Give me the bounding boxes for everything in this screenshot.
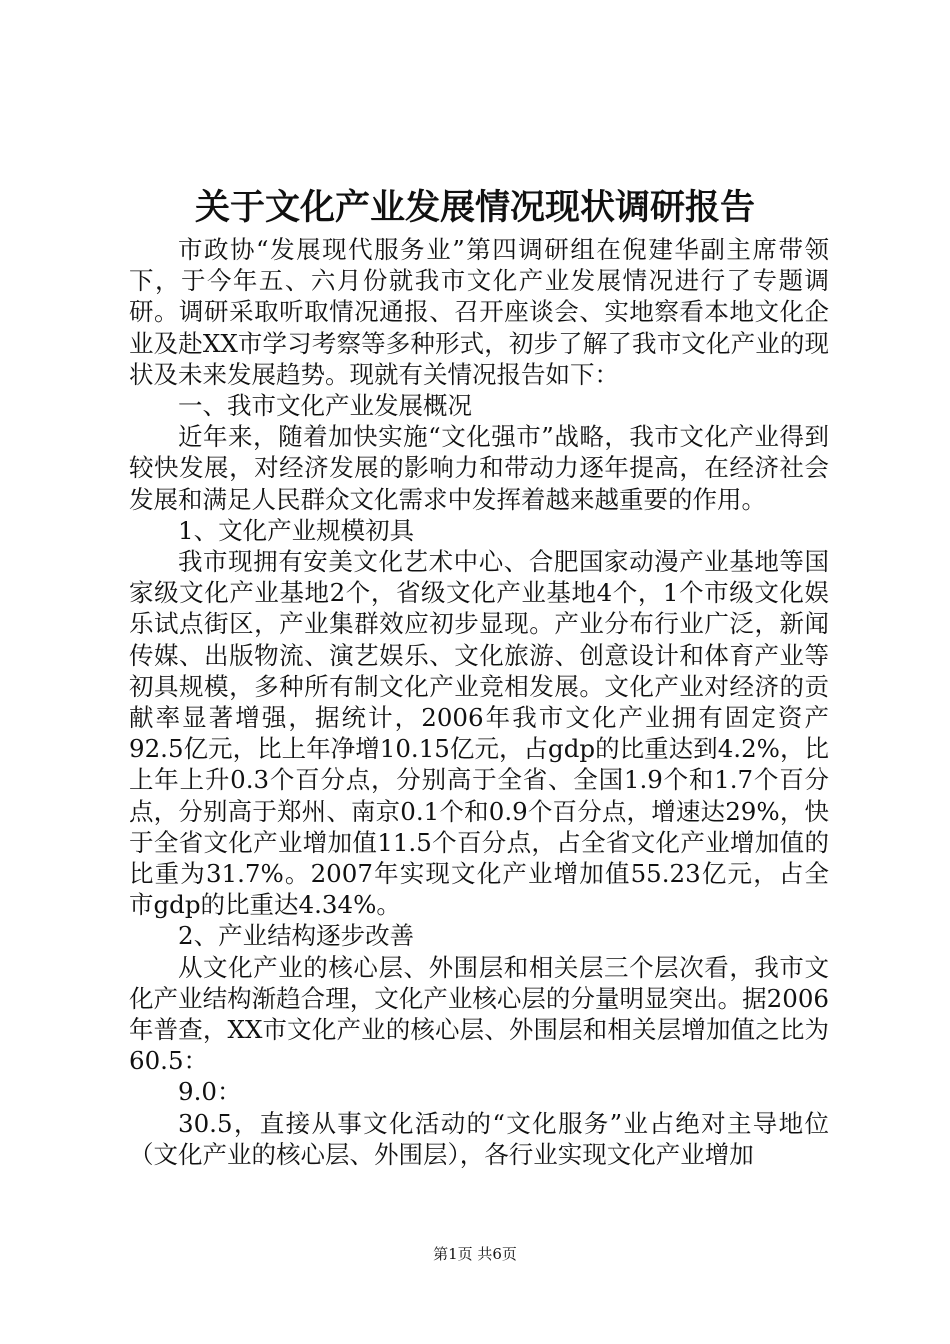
intro-paragraph: 市政协“发展现代服务业”第四调研组在倪建华副主席带领下，于今年五、六月份就我市文化产业发展情况进行了专题调研。调研采取听取情况通报、召开座谈会、实地察看本地文化企业及赴XX市学习考察等多种形式，初步了解了我市文化产业的现状及未来发展趋势。现就有关情况报告如下： — [129, 235, 829, 389]
scale-paragraph: 我市现拥有安美文化艺术中心、合肥国家动漫产业基地等国家级文化产业基地2个，省级文化产业基地4个，1个市级文化娱乐试点街区，产业集群效应初步显现。产业分布行业广泛，新闻传媒、出版物流、演艺娱乐、文化旅游、创意设计和体育产业等初具规模，多种所有制文化产业竞相发展。文化产业对经济的贡献率显著增强，据统计，2006年我市文化产业拥有固定资产92.5亿元，比上年净增10.15亿元，占gdp的比重达到4.2%，比上年上升0.3个百分点，分别高于全省、全国1.9个和1.7个百分点，分别高于郑州、南京0.1个和0.9个百分点，增速达29%，快于全省文化产业增加值11.5个百分点，占全省文化产业增加值的比重为31.7%。2007年实现文化产业增加值55.23亿元，占全市gdp的比重达4.34%。 — [129, 547, 829, 920]
continuation-paragraph: 30.5，直接从事文化活动的“文化服务”业占绝对主导地位（文化产业的核心层、外围层），各行业实现文化产业增加 — [129, 1108, 829, 1169]
ratio-fragment: 9.0： — [178, 1077, 242, 1107]
subsection-heading-1: 1、文化产业规模初具 — [178, 515, 415, 545]
document-body — [129, 234, 829, 1170]
overview-paragraph: 近年来，随着加快实施“文化强市”战略，我市文化产业得到较快发展，对经济发展的影响力和带动力逐年提高，在经济社会发展和满足人民群众文化需求中发挥着越来越重要的作用。 — [129, 422, 829, 514]
page-footer: 第1页 共6页 — [433, 1245, 517, 1263]
subsection-heading-2: 2、产业结构逐步改善 — [178, 921, 415, 951]
structure-paragraph: 从文化产业的核心层、外围层和相关层三个层次看，我市文化产业结构渐趋合理，文化产业核心层的分量明显突出。据2006年普查，XX市文化产业的核心层、外围层和相关层增加值之比为60.5： — [129, 952, 829, 1076]
section-heading-1: 一、我市文化产业发展概况 — [178, 391, 472, 421]
document-title: 关于文化产业发展情况现状调研报告 — [194, 187, 755, 228]
